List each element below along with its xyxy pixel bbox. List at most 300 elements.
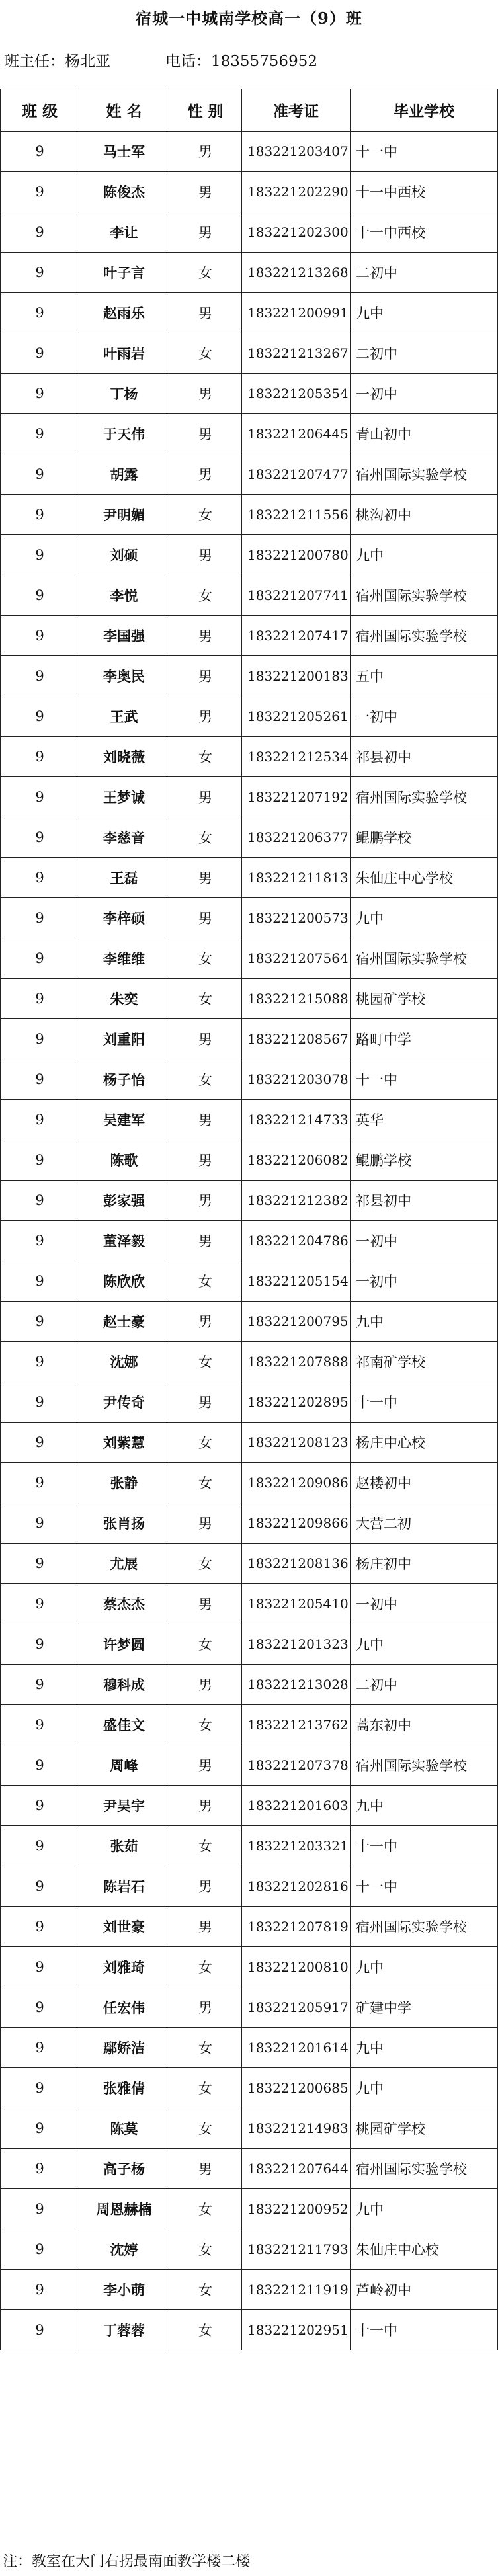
table-row bbox=[1, 1423, 498, 1463]
cell-class: 9 bbox=[1, 495, 79, 535]
cell-exam-id: 183221206445 bbox=[242, 414, 351, 454]
table-row bbox=[1, 1584, 498, 1624]
cell-name: 王磊 bbox=[79, 858, 169, 898]
cell-name: 刘世豪 bbox=[79, 1907, 169, 1947]
cell-gender: 女 bbox=[169, 253, 242, 293]
cell-school: 宿州国际实验学校 bbox=[351, 938, 498, 979]
cell-gender: 男 bbox=[169, 1907, 242, 1947]
cell-class: 9 bbox=[1, 1019, 79, 1059]
table-row bbox=[1, 817, 498, 858]
table-row bbox=[1, 2229, 498, 2270]
table-row bbox=[1, 1059, 498, 1100]
cell-gender: 女 bbox=[169, 2270, 242, 2310]
cell-name: 朱奕 bbox=[79, 979, 169, 1019]
table-row bbox=[1, 1826, 498, 1866]
cell-gender: 男 bbox=[169, 1140, 242, 1181]
cell-class: 9 bbox=[1, 454, 79, 495]
table-row bbox=[1, 1866, 498, 1907]
cell-exam-id: 183221211813 bbox=[242, 858, 351, 898]
cell-exam-id: 183221200573 bbox=[242, 898, 351, 938]
cell-school: 鲲鹏学校 bbox=[351, 1140, 498, 1181]
cell-name: 李让 bbox=[79, 212, 169, 253]
table-row bbox=[1, 1624, 498, 1665]
cell-gender: 男 bbox=[169, 1302, 242, 1342]
cell-name: 彭家强 bbox=[79, 1181, 169, 1221]
cell-class: 9 bbox=[1, 1745, 79, 1786]
cell-gender: 男 bbox=[169, 454, 242, 495]
cell-school: 二初中 bbox=[351, 333, 498, 374]
cell-gender: 男 bbox=[169, 1786, 242, 1826]
cell-name: 沈婷 bbox=[79, 2229, 169, 2270]
cell-class: 9 bbox=[1, 333, 79, 374]
cell-class: 9 bbox=[1, 2270, 79, 2310]
cell-gender: 女 bbox=[169, 2028, 242, 2068]
cell-name: 陈俊杰 bbox=[79, 172, 169, 212]
cell-name: 马士军 bbox=[79, 132, 169, 172]
cell-gender: 男 bbox=[169, 1181, 242, 1221]
cell-name: 穆科成 bbox=[79, 1665, 169, 1705]
cell-class: 9 bbox=[1, 1342, 79, 1382]
cell-name: 许梦圆 bbox=[79, 1624, 169, 1665]
cell-school: 十一中西校 bbox=[351, 172, 498, 212]
cell-class: 9 bbox=[1, 253, 79, 293]
header-school: 毕业学校 bbox=[351, 89, 498, 132]
cell-name: 刘硕 bbox=[79, 535, 169, 575]
table-row bbox=[1, 1463, 498, 1503]
cell-exam-id: 183221214983 bbox=[242, 2108, 351, 2149]
cell-gender: 男 bbox=[169, 656, 242, 696]
cell-school: 宿州国际实验学校 bbox=[351, 454, 498, 495]
cell-exam-id: 183221207192 bbox=[242, 777, 351, 817]
cell-gender: 男 bbox=[169, 1665, 242, 1705]
cell-gender: 女 bbox=[169, 1544, 242, 1584]
cell-school: 矿建中学 bbox=[351, 1987, 498, 2028]
cell-school: 一初中 bbox=[351, 1221, 498, 1261]
cell-school: 十一中 bbox=[351, 1826, 498, 1866]
cell-exam-id: 183221212534 bbox=[242, 737, 351, 777]
cell-school: 十一中西校 bbox=[351, 212, 498, 253]
cell-class: 9 bbox=[1, 1786, 79, 1826]
cell-gender: 女 bbox=[169, 2068, 242, 2108]
cell-name: 陈岩石 bbox=[79, 1866, 169, 1907]
phone-label: 电话：18355756952 bbox=[165, 53, 317, 70]
table-row bbox=[1, 374, 498, 414]
cell-exam-id: 183221200685 bbox=[242, 2068, 351, 2108]
cell-school: 芦岭初中 bbox=[351, 2270, 498, 2310]
cell-class: 9 bbox=[1, 374, 79, 414]
cell-gender: 男 bbox=[169, 696, 242, 737]
cell-name: 叶子言 bbox=[79, 253, 169, 293]
cell-class: 9 bbox=[1, 1140, 79, 1181]
cell-gender: 男 bbox=[169, 1100, 242, 1140]
cell-name: 董泽毅 bbox=[79, 1221, 169, 1261]
cell-name: 丁蓉蓉 bbox=[79, 2310, 169, 2350]
cell-class: 9 bbox=[1, 1463, 79, 1503]
cell-name: 尹明媚 bbox=[79, 495, 169, 535]
cell-name: 张静 bbox=[79, 1463, 169, 1503]
cell-class: 9 bbox=[1, 1866, 79, 1907]
table-row bbox=[1, 898, 498, 938]
cell-exam-id: 183221200795 bbox=[242, 1302, 351, 1342]
table-row bbox=[1, 777, 498, 817]
cell-exam-id: 183221211556 bbox=[242, 495, 351, 535]
cell-gender: 女 bbox=[169, 1423, 242, 1463]
cell-class: 9 bbox=[1, 1423, 79, 1463]
cell-gender: 男 bbox=[169, 1987, 242, 2028]
cell-school: 一初中 bbox=[351, 374, 498, 414]
cell-name: 高子杨 bbox=[79, 2149, 169, 2189]
table-row bbox=[1, 858, 498, 898]
cell-exam-id: 183221200991 bbox=[242, 293, 351, 333]
cell-name: 于天伟 bbox=[79, 414, 169, 454]
cell-class: 9 bbox=[1, 1907, 79, 1947]
cell-exam-id: 183221207378 bbox=[242, 1745, 351, 1786]
cell-gender: 男 bbox=[169, 1382, 242, 1423]
cell-gender: 女 bbox=[169, 979, 242, 1019]
cell-class: 9 bbox=[1, 575, 79, 616]
cell-gender: 男 bbox=[169, 2149, 242, 2189]
cell-exam-id: 183221203078 bbox=[242, 1059, 351, 1100]
table-row bbox=[1, 1503, 498, 1544]
cell-class: 9 bbox=[1, 616, 79, 656]
cell-class: 9 bbox=[1, 172, 79, 212]
cell-class: 9 bbox=[1, 2108, 79, 2149]
cell-gender: 女 bbox=[169, 938, 242, 979]
cell-gender: 女 bbox=[169, 495, 242, 535]
cell-school: 祁县初中 bbox=[351, 1181, 498, 1221]
cell-school: 朱仙庄中心学校 bbox=[351, 858, 498, 898]
cell-exam-id: 183221202300 bbox=[242, 212, 351, 253]
cell-school: 九中 bbox=[351, 2028, 498, 2068]
cell-class: 9 bbox=[1, 1947, 79, 1987]
cell-school: 桃园矿学校 bbox=[351, 2108, 498, 2149]
cell-class: 9 bbox=[1, 2229, 79, 2270]
cell-exam-id: 183221201614 bbox=[242, 2028, 351, 2068]
cell-name: 鄢娇洁 bbox=[79, 2028, 169, 2068]
cell-class: 9 bbox=[1, 777, 79, 817]
cell-name: 张雅倩 bbox=[79, 2068, 169, 2108]
cell-class: 9 bbox=[1, 212, 79, 253]
cell-school: 五中 bbox=[351, 656, 498, 696]
cell-exam-id: 183221201323 bbox=[242, 1624, 351, 1665]
table-header-row bbox=[1, 89, 498, 132]
cell-gender: 男 bbox=[169, 1503, 242, 1544]
cell-school: 二初中 bbox=[351, 1665, 498, 1705]
cell-exam-id: 183221207644 bbox=[242, 2149, 351, 2189]
table-row bbox=[1, 495, 498, 535]
cell-gender: 女 bbox=[169, 1624, 242, 1665]
cell-exam-id: 183221213762 bbox=[242, 1705, 351, 1745]
cell-exam-id: 183221202951 bbox=[242, 2310, 351, 2350]
table-row bbox=[1, 333, 498, 374]
cell-exam-id: 183221206377 bbox=[242, 817, 351, 858]
cell-gender: 女 bbox=[169, 1261, 242, 1302]
header-class: 班 级 bbox=[1, 89, 79, 132]
cell-exam-id: 183221202290 bbox=[242, 172, 351, 212]
table-row bbox=[1, 2028, 498, 2068]
cell-school: 九中 bbox=[351, 293, 498, 333]
cell-class: 9 bbox=[1, 898, 79, 938]
cell-school: 一初中 bbox=[351, 696, 498, 737]
cell-name: 李国强 bbox=[79, 616, 169, 656]
cell-exam-id: 183221200780 bbox=[242, 535, 351, 575]
table-row bbox=[1, 1302, 498, 1342]
cell-school: 十一中 bbox=[351, 132, 498, 172]
cell-class: 9 bbox=[1, 1302, 79, 1342]
cell-name: 陈莫 bbox=[79, 2108, 169, 2149]
cell-exam-id: 183221203321 bbox=[242, 1826, 351, 1866]
cell-exam-id: 183221207477 bbox=[242, 454, 351, 495]
cell-school: 九中 bbox=[351, 1624, 498, 1665]
cell-exam-id: 183221207417 bbox=[242, 616, 351, 656]
cell-exam-id: 183221205154 bbox=[242, 1261, 351, 1302]
cell-class: 9 bbox=[1, 938, 79, 979]
cell-name: 李小萌 bbox=[79, 2270, 169, 2310]
cell-exam-id: 183221207564 bbox=[242, 938, 351, 979]
cell-class: 9 bbox=[1, 414, 79, 454]
table-row bbox=[1, 696, 498, 737]
cell-gender: 男 bbox=[169, 777, 242, 817]
cell-gender: 女 bbox=[169, 333, 242, 374]
table-row bbox=[1, 1786, 498, 1826]
roster-table bbox=[0, 89, 498, 2350]
cell-school: 祁县初中 bbox=[351, 737, 498, 777]
table-row bbox=[1, 1261, 498, 1302]
table-row bbox=[1, 2068, 498, 2108]
header-exam-id: 准考证 bbox=[242, 89, 351, 132]
cell-name: 沈娜 bbox=[79, 1342, 169, 1382]
cell-class: 9 bbox=[1, 656, 79, 696]
cell-gender: 男 bbox=[169, 535, 242, 575]
cell-class: 9 bbox=[1, 2068, 79, 2108]
table-row bbox=[1, 1100, 498, 1140]
cell-exam-id: 183221213028 bbox=[242, 1665, 351, 1705]
cell-school: 英华 bbox=[351, 1100, 498, 1140]
cell-class: 9 bbox=[1, 1261, 79, 1302]
cell-exam-id: 183221200183 bbox=[242, 656, 351, 696]
cell-school: 祁南矿学校 bbox=[351, 1342, 498, 1382]
cell-name: 李慈音 bbox=[79, 817, 169, 858]
cell-gender: 男 bbox=[169, 414, 242, 454]
table-row bbox=[1, 2149, 498, 2189]
cell-class: 9 bbox=[1, 1382, 79, 1423]
table-row bbox=[1, 575, 498, 616]
cell-gender: 女 bbox=[169, 2108, 242, 2149]
cell-class: 9 bbox=[1, 2189, 79, 2229]
cell-name: 李奥民 bbox=[79, 656, 169, 696]
cell-school: 十一中 bbox=[351, 1866, 498, 1907]
cell-class: 9 bbox=[1, 817, 79, 858]
cell-school: 九中 bbox=[351, 1786, 498, 1826]
cell-exam-id: 183221205261 bbox=[242, 696, 351, 737]
cell-exam-id: 183221215088 bbox=[242, 979, 351, 1019]
cell-exam-id: 183221213268 bbox=[242, 253, 351, 293]
table-row bbox=[1, 656, 498, 696]
cell-class: 9 bbox=[1, 1624, 79, 1665]
table-row bbox=[1, 1382, 498, 1423]
table-row bbox=[1, 1342, 498, 1382]
cell-name: 周峰 bbox=[79, 1745, 169, 1786]
table-row bbox=[1, 132, 498, 172]
table-row bbox=[1, 293, 498, 333]
cell-exam-id: 183221212382 bbox=[242, 1181, 351, 1221]
table-row bbox=[1, 535, 498, 575]
table-row bbox=[1, 1544, 498, 1584]
cell-name: 陈欣欣 bbox=[79, 1261, 169, 1302]
cell-name: 尹昊宇 bbox=[79, 1786, 169, 1826]
cell-gender: 男 bbox=[169, 212, 242, 253]
cell-school: 九中 bbox=[351, 1947, 498, 1987]
cell-class: 9 bbox=[1, 1221, 79, 1261]
cell-school: 杨庄中心校 bbox=[351, 1423, 498, 1463]
cell-name: 刘紫慧 bbox=[79, 1423, 169, 1463]
cell-school: 九中 bbox=[351, 2189, 498, 2229]
cell-school: 鲲鹏学校 bbox=[351, 817, 498, 858]
cell-gender: 女 bbox=[169, 1059, 242, 1100]
cell-school: 蒿东初中 bbox=[351, 1705, 498, 1745]
page-title: 宿城一中城南学校高一（9）班 bbox=[136, 9, 362, 28]
cell-school: 一初中 bbox=[351, 1584, 498, 1624]
cell-name: 张茹 bbox=[79, 1826, 169, 1866]
cell-name: 张肖扬 bbox=[79, 1503, 169, 1544]
cell-school: 宿州国际实验学校 bbox=[351, 2149, 498, 2189]
cell-class: 9 bbox=[1, 1987, 79, 2028]
cell-class: 9 bbox=[1, 1503, 79, 1544]
cell-school: 桃园矿学校 bbox=[351, 979, 498, 1019]
table-row bbox=[1, 414, 498, 454]
cell-exam-id: 183221209866 bbox=[242, 1503, 351, 1544]
cell-exam-id: 183221202816 bbox=[242, 1866, 351, 1907]
cell-name: 蔡杰杰 bbox=[79, 1584, 169, 1624]
table-row bbox=[1, 1140, 498, 1181]
cell-school: 九中 bbox=[351, 898, 498, 938]
table-row bbox=[1, 1221, 498, 1261]
cell-name: 刘雅琦 bbox=[79, 1947, 169, 1987]
cell-name: 叶雨岩 bbox=[79, 333, 169, 374]
cell-gender: 女 bbox=[169, 737, 242, 777]
cell-name: 杨子怡 bbox=[79, 1059, 169, 1100]
cell-gender: 男 bbox=[169, 374, 242, 414]
table-row bbox=[1, 1907, 498, 1947]
cell-name: 尹传奇 bbox=[79, 1382, 169, 1423]
cell-name: 赵士豪 bbox=[79, 1302, 169, 1342]
cell-exam-id: 183221207819 bbox=[242, 1907, 351, 1947]
cell-gender: 女 bbox=[169, 1947, 242, 1987]
cell-class: 9 bbox=[1, 1665, 79, 1705]
cell-school: 十一中 bbox=[351, 1059, 498, 1100]
table-row bbox=[1, 1019, 498, 1059]
table-row bbox=[1, 616, 498, 656]
cell-class: 9 bbox=[1, 1705, 79, 1745]
table-row bbox=[1, 454, 498, 495]
table-row bbox=[1, 253, 498, 293]
cell-gender: 女 bbox=[169, 1705, 242, 1745]
cell-name: 吴建军 bbox=[79, 1100, 169, 1140]
cell-school: 十一中 bbox=[351, 1382, 498, 1423]
cell-school: 桃沟初中 bbox=[351, 495, 498, 535]
cell-name: 刘重阳 bbox=[79, 1019, 169, 1059]
cell-name: 李悦 bbox=[79, 575, 169, 616]
header-name: 姓 名 bbox=[79, 89, 169, 132]
cell-exam-id: 183221213267 bbox=[242, 333, 351, 374]
cell-exam-id: 183221203407 bbox=[242, 132, 351, 172]
cell-school: 宿州国际实验学校 bbox=[351, 1907, 498, 1947]
cell-gender: 男 bbox=[169, 1584, 242, 1624]
cell-gender: 女 bbox=[169, 1342, 242, 1382]
cell-school: 九中 bbox=[351, 2068, 498, 2108]
cell-school: 宿州国际实验学校 bbox=[351, 777, 498, 817]
cell-exam-id: 183221205917 bbox=[242, 1987, 351, 2028]
cell-exam-id: 183221200952 bbox=[242, 2189, 351, 2229]
cell-gender: 男 bbox=[169, 1221, 242, 1261]
cell-class: 9 bbox=[1, 1826, 79, 1866]
cell-class: 9 bbox=[1, 293, 79, 333]
cell-class: 9 bbox=[1, 979, 79, 1019]
cell-school: 赵楼初中 bbox=[351, 1463, 498, 1503]
table-row bbox=[1, 212, 498, 253]
table-row bbox=[1, 1665, 498, 1705]
cell-school: 一初中 bbox=[351, 1261, 498, 1302]
table-row bbox=[1, 1705, 498, 1745]
cell-gender: 女 bbox=[169, 2229, 242, 2270]
cell-exam-id: 183221214733 bbox=[242, 1100, 351, 1140]
cell-exam-id: 183221211793 bbox=[242, 2229, 351, 2270]
cell-class: 9 bbox=[1, 132, 79, 172]
cell-gender: 女 bbox=[169, 1463, 242, 1503]
cell-school: 宿州国际实验学校 bbox=[351, 1745, 498, 1786]
cell-class: 9 bbox=[1, 696, 79, 737]
cell-gender: 男 bbox=[169, 898, 242, 938]
cell-name: 王梦诚 bbox=[79, 777, 169, 817]
cell-class: 9 bbox=[1, 1544, 79, 1584]
table-row bbox=[1, 1947, 498, 1987]
table-row bbox=[1, 2108, 498, 2149]
cell-exam-id: 183221201603 bbox=[242, 1786, 351, 1826]
cell-gender: 男 bbox=[169, 132, 242, 172]
cell-name: 李维维 bbox=[79, 938, 169, 979]
header-gender: 性 别 bbox=[169, 89, 242, 132]
table-row bbox=[1, 979, 498, 1019]
cell-gender: 女 bbox=[169, 817, 242, 858]
cell-exam-id: 183221208123 bbox=[242, 1423, 351, 1463]
cell-class: 9 bbox=[1, 737, 79, 777]
cell-school: 青山初中 bbox=[351, 414, 498, 454]
table-row bbox=[1, 1181, 498, 1221]
teacher-label: 班主任：杨北亚 bbox=[4, 53, 110, 70]
cell-name: 周恩赫楠 bbox=[79, 2189, 169, 2229]
cell-exam-id: 183221211919 bbox=[242, 2270, 351, 2310]
cell-gender: 男 bbox=[169, 858, 242, 898]
cell-exam-id: 183221200810 bbox=[242, 1947, 351, 1987]
cell-exam-id: 183221208567 bbox=[242, 1019, 351, 1059]
cell-name: 李梓硕 bbox=[79, 898, 169, 938]
table-row bbox=[1, 2310, 498, 2350]
table-row bbox=[1, 737, 498, 777]
cell-school: 宿州国际实验学校 bbox=[351, 575, 498, 616]
cell-class: 9 bbox=[1, 1181, 79, 1221]
cell-exam-id: 183221207888 bbox=[242, 1342, 351, 1382]
cell-school: 朱仙庄中心校 bbox=[351, 2229, 498, 2270]
cell-name: 王武 bbox=[79, 696, 169, 737]
cell-gender: 女 bbox=[169, 2310, 242, 2350]
footnote: 注：教室在大门右拐最南面教学楼二楼 bbox=[3, 2554, 251, 2570]
table-row bbox=[1, 2270, 498, 2310]
table-row bbox=[1, 938, 498, 979]
cell-school: 路町中学 bbox=[351, 1019, 498, 1059]
cell-gender: 女 bbox=[169, 1826, 242, 1866]
cell-school: 十一中 bbox=[351, 2310, 498, 2350]
cell-gender: 女 bbox=[169, 575, 242, 616]
